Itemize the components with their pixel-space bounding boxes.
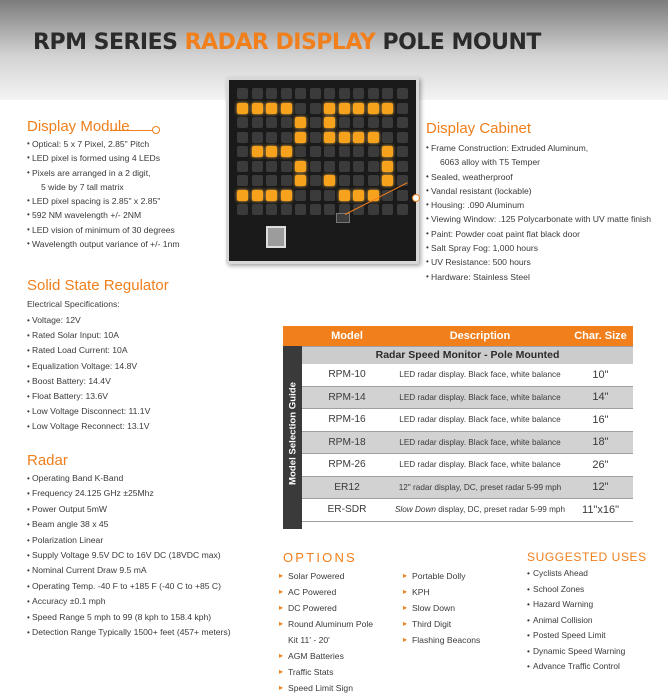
- led-pixel: [237, 132, 248, 143]
- led-pixel: [324, 190, 335, 201]
- option-item: ▸ Traffic Stats: [279, 664, 373, 680]
- led-pixel: [281, 175, 292, 186]
- col-size-header: Char. Size: [574, 330, 627, 342]
- option-item: ▸ AGM Batteries: [279, 648, 373, 664]
- radar-heading: Radar: [27, 452, 68, 469]
- description-cell: [392, 505, 568, 514]
- led-pixel: [295, 175, 306, 186]
- led-pixel: [281, 190, 292, 201]
- led-pixel: [310, 161, 321, 172]
- led-pixel: [339, 146, 350, 157]
- led-pixel: [266, 190, 277, 201]
- title-part-pole-mount: POLE MOUNT: [375, 30, 541, 55]
- spec-item: • 592 NM wavelength +/- 2NM: [27, 208, 180, 222]
- led-pixel: [237, 103, 248, 114]
- led-pixel: [295, 204, 306, 215]
- model-cell: RPM-16: [328, 414, 366, 426]
- description-text: LED radar display. Black face, white balance: [399, 392, 561, 402]
- description-cell: [392, 483, 568, 492]
- col-model-header: Model: [331, 330, 363, 342]
- led-pixel: [382, 161, 393, 172]
- led-pixel: [237, 117, 248, 128]
- led-pixel: [353, 117, 364, 128]
- led-pixel: [368, 132, 379, 143]
- led-pixel: [397, 117, 408, 128]
- led-pixel: [237, 190, 248, 201]
- led-pixel: [310, 117, 321, 128]
- page-title: [33, 30, 541, 55]
- led-pixel: [310, 204, 321, 215]
- title-part-series: RPM SERIES: [33, 30, 185, 55]
- led-pixel: [281, 146, 292, 157]
- led-pixel: [237, 161, 248, 172]
- led-pixel: [397, 88, 408, 99]
- led-pixel: [310, 88, 321, 99]
- led-pixel: [339, 132, 350, 143]
- spec-item: • LED pixel spacing is 2.85" x 2.85": [27, 194, 180, 208]
- solid-state-specs: [27, 313, 150, 435]
- led-pixel: [353, 175, 364, 186]
- led-pixel: [237, 175, 248, 186]
- spec-item: • Sealed, weatherproof: [426, 170, 651, 184]
- led-pixel: [368, 103, 379, 114]
- spec-item: • Rated Solar Input: 10A: [27, 328, 150, 343]
- led-pixel: [252, 132, 263, 143]
- led-pixel: [324, 204, 335, 215]
- spec-item: • Nominal Current Draw 9.5 mA: [27, 563, 231, 578]
- spec-item: 6063 alloy with T5 Temper: [440, 157, 540, 168]
- char-size-cell: 16": [592, 413, 609, 426]
- spec-item: • Float Battery: 13.6V: [27, 389, 150, 404]
- option-item: ▸ Third Digit: [403, 616, 480, 632]
- suggested-uses-list: [527, 566, 625, 675]
- led-pixel: [324, 132, 335, 143]
- option-item: ▸ DC Powered: [279, 600, 373, 616]
- led-pixel: [324, 175, 335, 186]
- col-description-header: Description: [449, 330, 511, 342]
- led-pixel: [237, 204, 248, 215]
- table-subheader: Radar Speed Monitor - Pole Mounted: [302, 346, 633, 364]
- spec-item: • Supply Voltage 9.5V DC to 16V DC (18VDC max): [27, 548, 231, 563]
- spec-item: • Operating Temp. -40 F to +185 F (-40 C to +85 C): [27, 579, 231, 594]
- led-pixel: [397, 146, 408, 157]
- callout-dot-display-module: [152, 126, 160, 134]
- led-pixel: [324, 146, 335, 157]
- table-row: [302, 454, 633, 477]
- description-text: LED radar display. Black face, white balance: [399, 370, 561, 380]
- led-pixel: [368, 204, 379, 215]
- spec-item: • Polarization Linear: [27, 533, 231, 548]
- led-pixel: [266, 117, 277, 128]
- table-row: [302, 499, 633, 522]
- char-size-cell: 11"x16": [582, 503, 619, 516]
- spec-item: • Operating Band K-Band: [27, 471, 231, 486]
- char-size-cell: 14": [592, 391, 609, 404]
- spec-item: • Vandal resistant (lockable): [426, 184, 651, 198]
- spec-item: • Speed Range 5 mph to 99 (8 kph to 158.4 kph): [27, 610, 231, 625]
- spec-item: • Hardware: Stainless Steel: [426, 270, 651, 284]
- led-pixel: [368, 161, 379, 172]
- spec-item: • Frame Construction: Extruded Aluminum,: [426, 141, 651, 155]
- led-pixel: [237, 146, 248, 157]
- model-selection-table: [283, 326, 633, 522]
- solid-state-intro: Electrical Specifications:: [27, 299, 120, 309]
- led-pixel: [324, 103, 335, 114]
- led-pixel: [295, 146, 306, 157]
- model-cell: RPM-10: [328, 369, 366, 381]
- led-pixel: [252, 190, 263, 201]
- led-pixel: [397, 103, 408, 114]
- led-pixel: [295, 161, 306, 172]
- option-item: Kit 11' - 20': [288, 635, 330, 645]
- suggested-use-item: • Posted Speed Limit: [527, 628, 625, 644]
- spec-item: 5 wide by 7 tall matrix: [41, 181, 124, 192]
- led-pixel: [353, 161, 364, 172]
- display-module-specs: [27, 137, 180, 251]
- led-pixel: [324, 161, 335, 172]
- led-pixel: [382, 103, 393, 114]
- option-item: ▸ Round Aluminum Pole: [279, 616, 373, 632]
- radar-specs: [27, 471, 231, 640]
- led-pixel: [281, 88, 292, 99]
- radar-sensor-window: [266, 226, 286, 248]
- suggested-use-item: • Cyclists Ahead: [527, 566, 625, 582]
- led-pixel: [266, 161, 277, 172]
- table-row: [302, 432, 633, 455]
- description-cell: [392, 415, 568, 424]
- spec-item: • Housing: .090 Aluminum: [426, 198, 651, 212]
- led-pixel: [382, 88, 393, 99]
- description-text: LED radar display. Black face, white balance: [399, 437, 561, 447]
- led-pixel: [397, 190, 408, 201]
- model-cell: RPM-26: [328, 459, 366, 471]
- description-cell: [392, 460, 568, 469]
- led-pixel: [382, 204, 393, 215]
- callout-dot-display-cabinet: [412, 194, 420, 202]
- led-pixel: [281, 103, 292, 114]
- spec-item: • Rated Load Current: 10A: [27, 343, 150, 358]
- led-pixel: [339, 88, 350, 99]
- led-pixel: [339, 103, 350, 114]
- led-pixel: [382, 175, 393, 186]
- spec-item: • Paint: Powder coat paint flat black door: [426, 227, 651, 241]
- model-cell: RPM-14: [328, 391, 366, 403]
- spec-item: • Low Voltage Reconnect: 13.1V: [27, 419, 150, 434]
- options-list-2: [403, 568, 480, 648]
- spec-item: • Equalization Voltage: 14.8V: [27, 359, 150, 374]
- spec-item: • Power Output 5mW: [27, 502, 231, 517]
- spec-item: • Salt Spray Fog: 1,000 hours: [426, 241, 651, 255]
- suggested-use-item: • Dynamic Speed Warning: [527, 644, 625, 660]
- led-pixel: [310, 146, 321, 157]
- led-pixel: [310, 190, 321, 201]
- char-size-cell: 26": [592, 458, 609, 471]
- led-pixel: [368, 117, 379, 128]
- led-pixel: [324, 88, 335, 99]
- led-pixel: [368, 88, 379, 99]
- led-pixel: [324, 117, 335, 128]
- description-text: display, DC, preset radar 5-99 mph: [435, 505, 566, 515]
- led-pixel: [353, 103, 364, 114]
- spec-item: • Low Voltage Disconnect: 11.1V: [27, 404, 150, 419]
- option-item: ▸ Speed Limit Sign: [279, 680, 373, 696]
- led-pixel: [252, 88, 263, 99]
- suggested-use-item: • Advance Traffic Control: [527, 659, 625, 675]
- spec-item: • Optical: 5 x 7 Pixel, 2.85" Pitch: [27, 137, 180, 151]
- led-pixel: [266, 146, 277, 157]
- led-pixel: [310, 175, 321, 186]
- spec-item: • Detection Range Typically 1500+ feet (457+ meters): [27, 625, 231, 640]
- led-pixel: [252, 175, 263, 186]
- led-pixel: [397, 204, 408, 215]
- led-pixel: [382, 117, 393, 128]
- spec-item: • LED pixel is formed using 4 LEDs: [27, 151, 180, 165]
- suggested-uses-heading: SUGGESTED USES: [527, 550, 647, 564]
- led-pixel: [368, 175, 379, 186]
- option-item: ▸ KPH: [403, 584, 480, 600]
- suggested-use-item: • School Zones: [527, 582, 625, 598]
- description-cell: [392, 438, 568, 447]
- spec-item: • Voltage: 12V: [27, 313, 150, 328]
- led-pixel: [339, 117, 350, 128]
- model-cell: ER12: [334, 481, 360, 493]
- spec-item: • UV Resistance: 500 hours: [426, 255, 651, 269]
- led-pixel: [252, 117, 263, 128]
- spec-item: • Beam angle 38 x 45: [27, 517, 231, 532]
- led-pixel: [252, 103, 263, 114]
- led-pixel: [368, 146, 379, 157]
- door-latch: [336, 213, 350, 223]
- led-pixel: [353, 146, 364, 157]
- spec-item: • Pixels are arranged in a 2 digit,: [27, 166, 180, 180]
- table-row: [302, 364, 633, 387]
- led-pixel: [266, 204, 277, 215]
- title-part-radar-display: RADAR DISPLAY: [184, 30, 376, 55]
- led-pixel: [339, 190, 350, 201]
- led-pixel: [281, 117, 292, 128]
- led-pixel: [295, 117, 306, 128]
- option-item: ▸ Flashing Beacons: [403, 632, 480, 648]
- options-heading: OPTIONS: [283, 550, 357, 565]
- led-pixel: [397, 161, 408, 172]
- led-pixel: [281, 132, 292, 143]
- led-pixel: [382, 132, 393, 143]
- model-cell: ER-SDR: [327, 504, 367, 516]
- led-pixel: [339, 161, 350, 172]
- led-pixel: [310, 132, 321, 143]
- display-cabinet-specs: [426, 141, 651, 284]
- description-cell: [392, 393, 568, 402]
- led-pixel: [252, 161, 263, 172]
- description-cell: [392, 370, 568, 379]
- led-pixel: [339, 175, 350, 186]
- led-pixel: [353, 190, 364, 201]
- led-pixel: [397, 132, 408, 143]
- led-pixel: [310, 103, 321, 114]
- led-pixel: [252, 204, 263, 215]
- model-cell: RPM-18: [328, 436, 366, 448]
- led-pixel: [266, 132, 277, 143]
- led-pixel: [353, 132, 364, 143]
- description-emphasis: Slow Down: [394, 505, 436, 515]
- table-row: [302, 409, 633, 432]
- options-list-1: [279, 568, 373, 696]
- table-header-row: [283, 326, 633, 346]
- description-text: LED radar display. Black face, white balance: [399, 415, 561, 425]
- option-item: ▸ Slow Down: [403, 600, 480, 616]
- led-pixel: [382, 146, 393, 157]
- led-pixel: [353, 88, 364, 99]
- led-pixel: [237, 88, 248, 99]
- led-pixel: [295, 190, 306, 201]
- description-text: LED radar display. Black face, white balance: [399, 460, 561, 470]
- suggested-use-item: • Animal Collision: [527, 613, 625, 629]
- led-pixel: [281, 161, 292, 172]
- option-item: ▸ AC Powered: [279, 584, 373, 600]
- spec-item: • LED vision of minimum of 30 degrees: [27, 223, 180, 237]
- option-item: ▸ Solar Powered: [279, 568, 373, 584]
- led-pixel: [295, 103, 306, 114]
- radar-display-panel-image: [226, 77, 419, 264]
- display-module-heading: Display Module: [27, 118, 130, 135]
- suggested-use-item: • Hazard Warning: [527, 597, 625, 613]
- led-pixel: [266, 175, 277, 186]
- table-body: [302, 364, 633, 522]
- led-pixel: [295, 88, 306, 99]
- char-size-cell: 18": [592, 436, 609, 449]
- char-size-cell: 10": [592, 368, 609, 381]
- led-pixel: [266, 88, 277, 99]
- table-row: [302, 477, 633, 500]
- table-side-label: Model Selection Guide: [287, 382, 299, 485]
- led-pixel: [281, 204, 292, 215]
- spec-item: • Frequency 24.125 GHz ±25Mhz: [27, 486, 231, 501]
- table-row: [302, 387, 633, 410]
- option-item: ▸ Portable Dolly: [403, 568, 480, 584]
- char-size-cell: 12": [592, 481, 609, 494]
- display-cabinet-heading: Display Cabinet: [426, 120, 532, 137]
- spec-item: • Wavelength output variance of +/- 1nm: [27, 237, 180, 251]
- led-pixel: [252, 146, 263, 157]
- spec-item: • Viewing Window: .125 Polycarbonate with UV matte finish: [426, 212, 651, 226]
- description-text: 12" radar display, DC, preset radar 5-99 mph: [398, 482, 562, 492]
- solid-state-heading: Solid State Regulator: [27, 277, 169, 294]
- led-pixel: [295, 132, 306, 143]
- led-pixel: [266, 103, 277, 114]
- spec-item: • Accuracy ±0.1 mph: [27, 594, 231, 609]
- spec-item: • Boost Battery: 14.4V: [27, 374, 150, 389]
